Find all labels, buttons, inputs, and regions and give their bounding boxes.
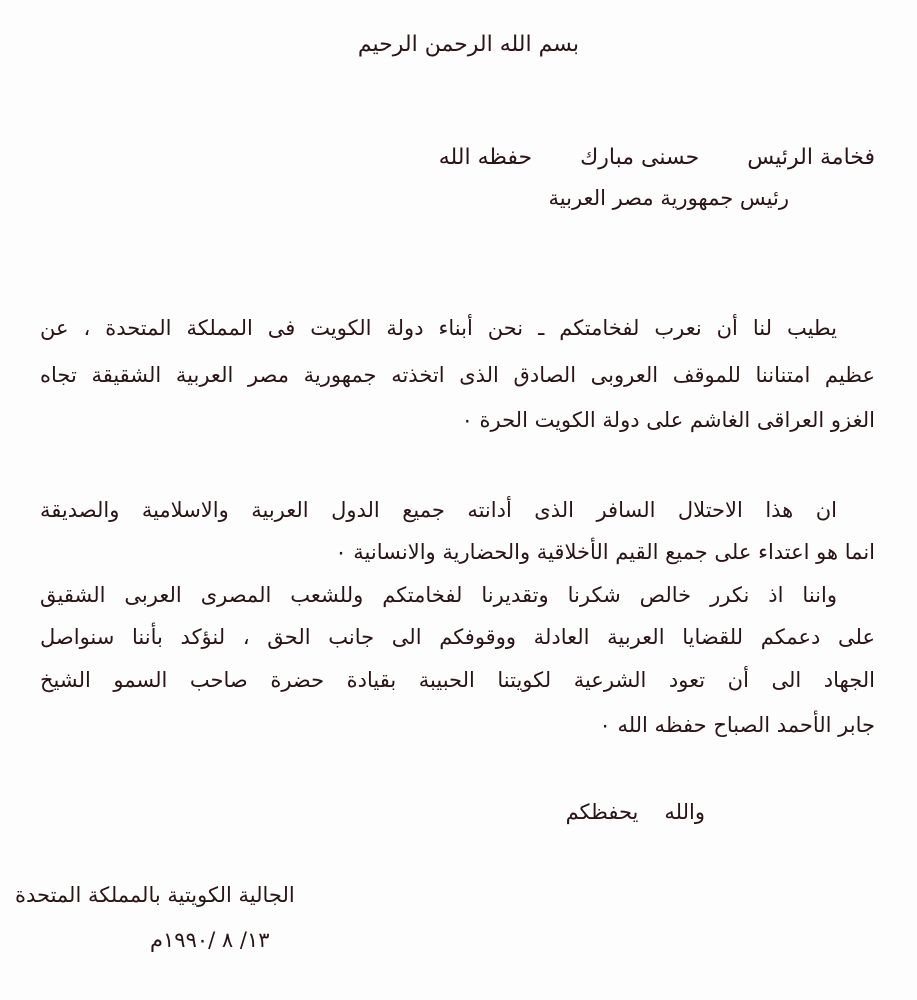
closing-line — [566, 797, 705, 827]
addressee-title: فخامة الرئيس — [747, 145, 875, 170]
paragraph-2-line-1: ان هذا الاحتلال السافر الذى أدانته جميع الدول العربية والاسلامية والصديقة — [40, 498, 837, 522]
addressee-blessing: حفظه الله — [438, 145, 533, 170]
closing-part-2: يحفظكم — [565, 800, 639, 824]
paragraph-3-line-3: الجهاد الى أن تعود الشرعية لكويتنا الحبيبة بقيادة حضرة صاحب السمو الشيخ — [40, 668, 875, 692]
paragraph-3-line-4: جابر الأحمد الصباح حفظه الله ٠ — [599, 713, 875, 737]
paragraph-1-line-1: يطيب لنا أن نعرب لفخامتكم ـ نحن أبناء دولة الكويت فى المملكة المتحدة ، عن — [40, 316, 837, 340]
addressee-name: حسنى مبارك — [580, 145, 700, 170]
letter-date: ١٣/ ٨ /١٩٩٠م — [150, 928, 270, 952]
signature: الجالية الكويتية بالمملكة المتحدة — [15, 883, 295, 907]
basmala: بسم الله الرحمن الرحيم — [357, 32, 579, 57]
closing-part-1: والله — [664, 800, 705, 824]
paragraph-1-line-3: الغزو العراقى الغاشم على دولة الكويت الحرة ٠ — [461, 408, 875, 432]
addressee-line — [439, 143, 875, 173]
addressee-position: رئيس جمهورية مصر العربية — [548, 186, 789, 210]
paragraph-1-line-2: عظيم امتناننا للموقف العروبى الصادق الذى اتخذته جمهورية مصر العربية الشقيقة تجاه — [40, 363, 875, 387]
paragraph-2-line-2: انما هو اعتداء على جميع القيم الأخلاقية والحضارية والانسانية ٠ — [335, 540, 875, 564]
paragraph-3-line-2: على دعمكم للقضايا العربية العادلة ووقوفكم الى جانب الحق ، لنؤكد بأننا سنواصل — [40, 625, 875, 649]
paragraph-3-line-1: واننا اذ نكرر خالص شكرنا وتقديرنا لفخامتكم وللشعب المصرى العربى الشقيق — [40, 583, 837, 607]
